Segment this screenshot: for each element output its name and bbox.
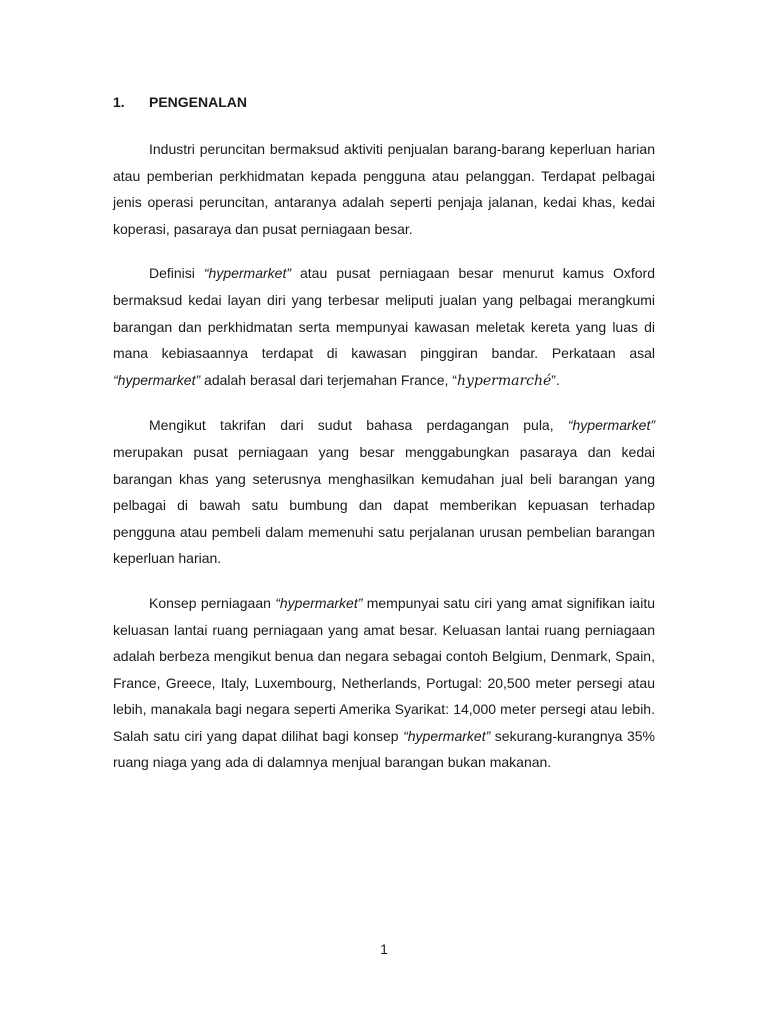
text-run: Konsep perniagaan (149, 594, 276, 611)
text-run: atau pusat perniagaan besar menurut kamus Oxford bermaksud kedai layan diri yang terbesar meliputi jualan yang pelbagai merangkumi barangan dan perkhidmatan serta mempunyai kawasan meletak kereta yang luas di mana kebiasaannya terdapat di kawasan pinggiran bandar. Perkataan asal (113, 265, 655, 362)
italic-term: “hypermarket” (113, 371, 201, 388)
text-run: sekurang-kurangnya 35% ruang niaga yang ada di dalamnya menjual barangan bukan makanan. (113, 727, 655, 771)
section-number: 1. (113, 94, 125, 110)
italic-term: “hypermarket” (203, 265, 292, 282)
text-run: ”. (551, 371, 560, 388)
italic-term: “hypermarket” (275, 594, 363, 611)
paragraph-4 (113, 590, 655, 776)
paragraph-2 (113, 260, 655, 394)
page-number: 1 (380, 941, 388, 957)
paragraph-1: Industri peruncitan bermaksud aktiviti penjualan barang-barang keperluan harian atau pemberian perkhidmatan kepada pengguna atau pelanggan. Terdapat pelbagai jenis operasi peruncitan, antaranya adalah seperti penjaja jalanan, kedai khas, kedai koperasi, pasaraya dan pusat perniagaan besar. (113, 141, 655, 237)
italic-term: “hypermarket” (567, 417, 655, 434)
section-title: PENGENALAN (149, 94, 248, 110)
text-run: merupakan pusat perniagaan yang besar menggabungkan pasaraya dan kedai barangan khas yang seterusnya menghasilkan kemudahan jual beli barangan yang pelbagai di bawah satu bumbung dan dapat memberikan kepuasan terhadap pengguna atau pembeli dalam memenuhi satu perjalanan urusan pembelian barangan keperluan harian. (113, 443, 655, 567)
text-run: adalah berasal dari terjemahan France, “ (200, 371, 457, 388)
script-term: hypermarché (456, 372, 552, 389)
text-run: mempunyai satu ciri yang amat signifikan iaitu keluasan lantai ruang perniagaan yang amat besar. Keluasan lantai ruang perniagaan adalah berbeza mengikut benua dan negara sebagai contoh Belgium, Denmark, Spain, France, Greece, Italy, Luxembourg, Netherlands, Portugal: 20,500 meter persegi atau lebih, manakala bagi negara seperti Amerika Syarikat: 14,000 meter persegi atau lebih. Salah satu ciri yang dapat dilihat bagi konsep (113, 594, 656, 744)
document-body (113, 136, 655, 776)
italic-term: “hypermarket” (403, 727, 491, 744)
text-run: Definisi (149, 265, 204, 282)
paragraph-3 (113, 412, 655, 572)
section-heading (113, 93, 247, 111)
text-run: Mengikut takrifan dari sudut bahasa perdagangan pula, (149, 417, 568, 434)
